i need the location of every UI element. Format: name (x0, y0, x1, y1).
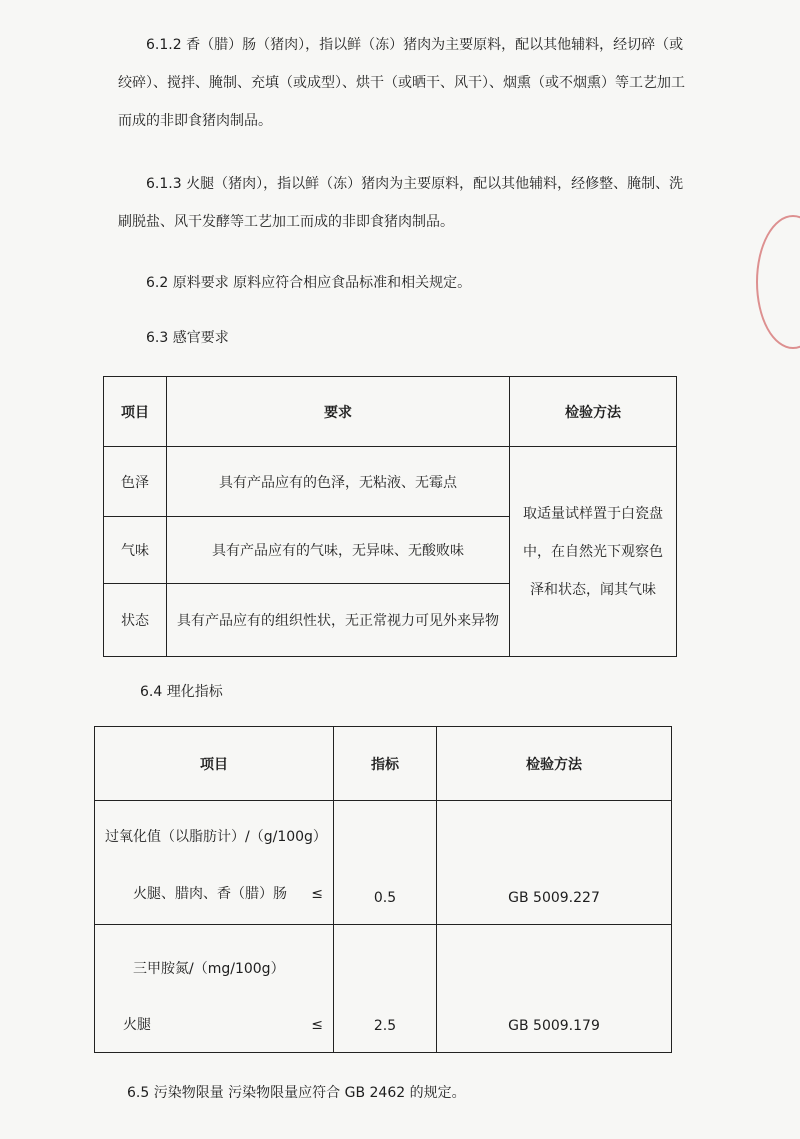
table-row (104, 447, 677, 517)
row-requirement: 具有产品应有的组织性状，无正常视力可见外来异物 (167, 584, 510, 657)
paragraph-6-2: 6.2 原料要求 原料应符合相应食品标准和相关规定。 (146, 275, 472, 291)
item-title: 三甲胺氮/（mg/100g） (133, 960, 285, 977)
heading-6-3: 6.3 感官要求 (146, 330, 229, 346)
table-header-row (104, 377, 677, 447)
row-item (95, 801, 334, 925)
item-subline (105, 1005, 323, 1045)
method-cell: 取适量试样置于白瓷盘中，在自然光下观察色泽和状态，闻其气味 (510, 447, 677, 657)
row-method: GB 5009.227 (437, 801, 672, 925)
row-item: 气味 (104, 517, 167, 584)
row-value: 0.5 (334, 801, 437, 925)
item-sub: 火腿、腊肉、香（腊）肠 (133, 885, 287, 902)
table-row (95, 925, 672, 1053)
heading-6-4: 6.4 理化指标 (140, 684, 223, 700)
physicochemical-table (94, 726, 672, 1053)
item-title: 过氧化值（以脂肪计）/（g/100g） (105, 828, 327, 845)
row-value: 2.5 (334, 925, 437, 1053)
item-op: ≤ (311, 1016, 323, 1033)
paragraph-6-5: 6.5 污染物限量 污染物限量应符合 GB 2462 的规定。 (127, 1085, 466, 1101)
row-requirement: 具有产品应有的气味，无异味、无酸败味 (167, 517, 510, 584)
item-op: ≤ (311, 885, 323, 902)
item-subline (105, 868, 323, 920)
sensory-requirements-table (103, 376, 677, 657)
row-method: GB 5009.179 (437, 925, 672, 1053)
item-sub: 火腿 (123, 1016, 151, 1033)
header-method: 检验方法 (510, 377, 677, 447)
paragraph-6-1-2: 6.1.2 香（腊）肠（猪肉），指以鲜（冻）猪肉为主要原料，配以其他辅料，经切碎（或绞碎）、搅拌、腌制、充填（或成型）、烘干（或晒干、风干）、烟熏（或不烟熏）等工艺加工而成的非即食猪肉制品。 (118, 37, 685, 129)
row-item (95, 925, 334, 1053)
header-index: 指标 (334, 727, 437, 801)
header-requirement: 要求 (167, 377, 510, 447)
red-seal-fragment (756, 215, 800, 349)
paragraph-6-1-3: 6.1.3 火腿（猪肉），指以鲜（冻）猪肉为主要原料，配以其他辅料，经修整、腌制、洗刷脱盐、风干发酵等工艺加工而成的非即食猪肉制品。 (118, 176, 684, 230)
row-item: 色泽 (104, 447, 167, 517)
header-item: 项目 (95, 727, 334, 801)
row-item: 状态 (104, 584, 167, 657)
row-requirement: 具有产品应有的色泽，无粘液、无霉点 (167, 447, 510, 517)
header-method: 检验方法 (437, 727, 672, 801)
table-header-row (95, 727, 672, 801)
header-item: 项目 (104, 377, 167, 447)
table-row (95, 801, 672, 925)
